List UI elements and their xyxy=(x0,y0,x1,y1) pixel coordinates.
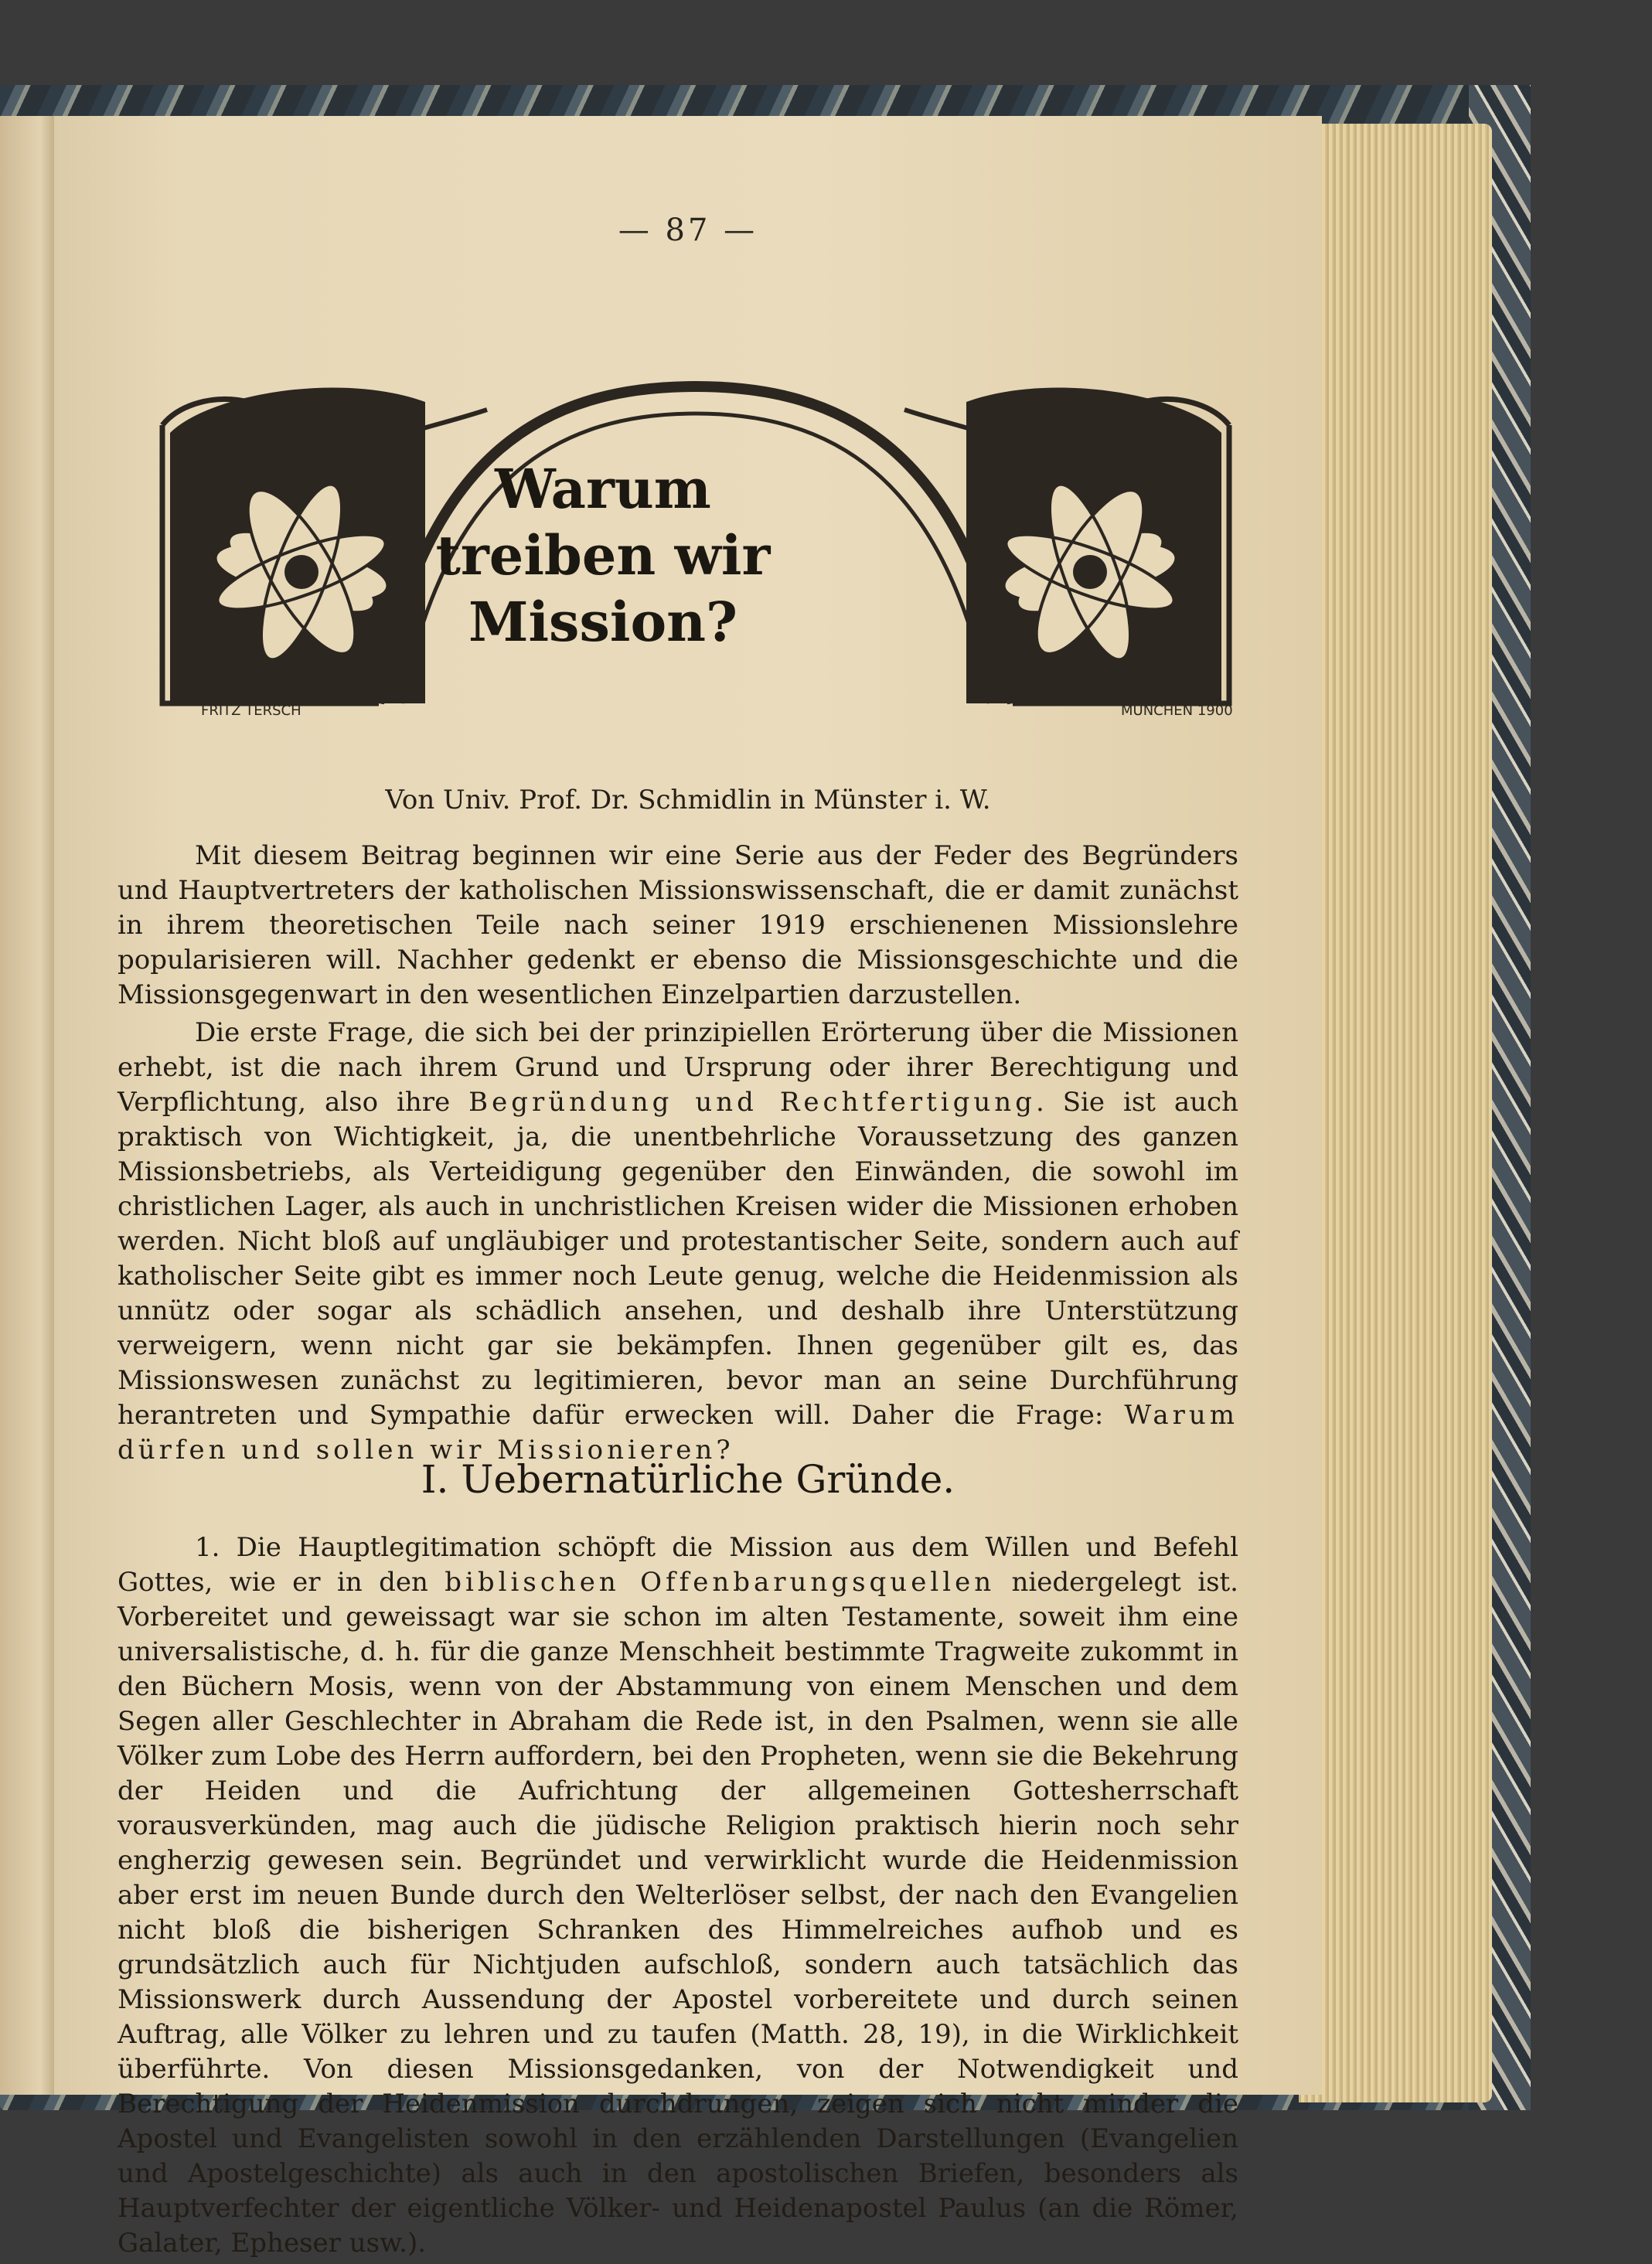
page-stack-edge xyxy=(1299,124,1492,2102)
paragraph-2 xyxy=(118,1016,1238,1468)
intro-text xyxy=(118,839,1238,1471)
section-text xyxy=(118,1530,1238,2264)
author-byline: Von Univ. Prof. Dr. Schmidlin in Münster i. W. xyxy=(385,785,991,815)
right-flower-panel xyxy=(904,387,1221,703)
paragraph-3 xyxy=(118,1530,1238,2261)
article-title xyxy=(425,456,781,655)
paragraph-2-text-a: Die erste Frage, die sich bei der prinzipiellen Erörterung über die Missionen erhebt, ist die nach ihrem Grund und Ursprung oder ihrer Berechtigung und Verpflichtung, also ihre xyxy=(118,1017,1238,1118)
title-line-3: Mission? xyxy=(468,590,738,654)
paragraph-3-emphasis: biblischen Offenbarungsquellen xyxy=(445,1567,996,1598)
paragraph-2-emphasis-1: Begründung und Rechtfertigung xyxy=(468,1087,1036,1118)
paragraph-2-text-b: . Sie ist auch praktisch von Wichtigkeit, ja, die unentbehrliche Voraussetzung des ganzen Missionsbetriebs, als Verteidigung gegenüber den Einwänden, die sowohl im christlichen Lager, als auch in unchristlichen Kreisen wider die Missionen erhoben werden. Nicht bloß auf ungläubiger und protestantischer Seite, sondern auch auf katholischer Seite gibt es immer noch Leute genug, welche die Heidenmission als unnütz oder sogar als schädlich ansehen, und deshalb ihre Unterstützung verweigern, wenn nicht gar sie bekämpfen. Ihnen gegenüber gilt es, das Missionswesen zunächst zu legitimieren, bevor man an seine Durchführung herantreten und Sympathie dafür erwecken will. Daher die Frage: xyxy=(118,1087,1238,1431)
page-number: — 87 — xyxy=(618,213,758,248)
paragraph-1 xyxy=(118,839,1238,1013)
place-year-mark: MÜNCHEN 1900 xyxy=(1121,703,1233,719)
section-heading: I. Uebernatürliche Gründe. xyxy=(421,1457,955,1502)
paragraph-1-text: Mit diesem Beitrag beginnen wir eine Serie aus der Feder des Begründers und Hauptvertreters der katholischen Missionswissenschaft, die er damit zunächst in ihrem theoretischen Teile nach seiner 1919 erschienenen Missionslehre popularisieren will. Nachher gedenkt er ebenso die Missionsgeschichte und die Missionsgegenwart in den wesentlichen Einzelpartien darzustellen. xyxy=(118,840,1238,1010)
book-page xyxy=(54,116,1322,2259)
previous-page-edge xyxy=(0,116,58,2095)
title-line-2: treiben wir xyxy=(435,523,771,587)
paragraph-3-text-b: niedergelegt ist. Vorbereitet und geweissagt war sie schon im alten Testamente, soweit ihm eine universalistische, d. h. für die ganze Menschheit bestimmte Tragweite zukommt in den Büchern Mosis, wenn von der Abstammung von einem Menschen und dem Segen aller Geschlechter in Abraham die Rede ist, in den Psalmen, wenn sie alle Völker zum Lobe des Herrn auffordern, bei den Propheten, wenn sie die Bekehrung der Heiden und die Aufrichtung der allgemeinen Gottesherrschaft vorausverkünden, mag auch die jüdische Religion praktisch hierin noch sehr engherzig gewesen sein. Begründet und verwirklicht wurde die Heidenmission aber erst im neuen Bunde durch den Welterlöser selbst, der nach den Evangelien nicht bloß die bisherigen Schranken des Himmelreiches aufhob und es grundsätzlich auch für Nichtjuden aufschloß, sondern auch tatsächlich das Missionswerk durch Aussendung der Apostel vorbereitete und durch seinen Auftrag, alle Völker zu lehren und zu taufen (Matth. 28, 19), in die Wirklichkeit überführte. Von diesen Missionsgedanken, von der Notwendigkeit und Berechtigung der Heidenmission durchdrungen, zeigen sich nicht minder die Apostel und Evangelisten sowohl in den erzählenden Darstellungen (Evangelien und Apostelgeschichte) als auch in den apostolischen Briefen, besonders als Hauptverfechter der eigentliche Völker- und Heidenapostel Paulus (an die Römer, Galater, Epheser usw.). xyxy=(118,1567,1238,2259)
paragraph-2-emphasis-2: Warum dürfen und sollen wir Missionieren? xyxy=(118,1400,1238,1466)
paragraph-3-text-a: 1. Die Hauptlegitimation schöpft die Mission aus dem Willen und Befehl Gottes, wie er in den xyxy=(118,1532,1238,1598)
artist-signature: FRITZ TERSCH xyxy=(201,703,301,719)
title-line-1: Warum xyxy=(495,457,711,521)
